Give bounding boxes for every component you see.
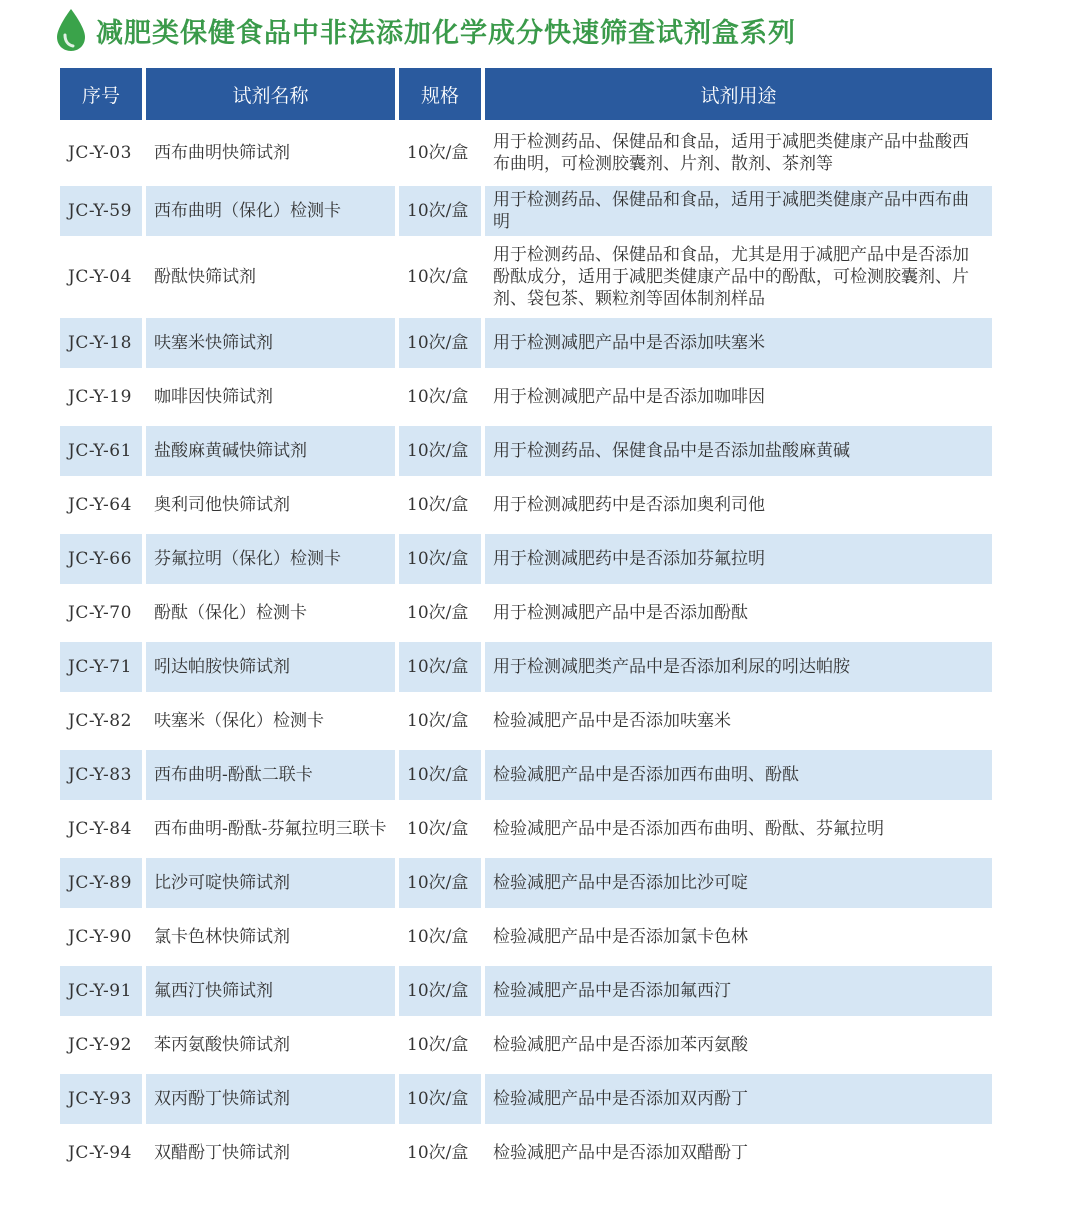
cell-spec: 10次/盒 xyxy=(399,318,481,368)
cell-name: 芬氟拉明（保化）检测卡 xyxy=(146,534,395,584)
cell-name: 双醋酚丁快筛试剂 xyxy=(154,1143,290,1163)
cell-use: 用于检测减肥产品中是否添加咖啡因 xyxy=(493,387,765,407)
cell-spec: 10次/盒 xyxy=(407,603,469,623)
cell-use: 检验减肥产品中是否添加双丙酚丁 xyxy=(485,1074,992,1124)
cell-id: JC-Y-82 xyxy=(68,711,132,731)
cell-name: 氯卡色林快筛试剂 xyxy=(154,927,290,947)
cell-use: 用于检测药品、保健品和食品，尤其是用于减肥产品中是否添加酚酞成分，适用于减肥类健康产品中的酚酞，可检测胶囊剂、片剂、袋包茶、颗粒剂等固体制剂样品 xyxy=(493,245,969,309)
cell-spec: 10次/盒 xyxy=(407,495,469,515)
cell-spec: 10次/盒 xyxy=(399,426,481,476)
cell-name: 吲达帕胺快筛试剂 xyxy=(146,642,395,692)
cell-spec: 10次/盒 xyxy=(407,1035,469,1055)
cell-spec: 10次/盒 xyxy=(399,858,481,908)
cell-use: 检验减肥产品中是否添加氟西汀 xyxy=(485,966,992,1016)
table-row xyxy=(60,240,992,314)
cell-id: JC-Y-70 xyxy=(68,603,132,623)
cell-name: 西布曲明快筛试剂 xyxy=(154,143,290,163)
cell-use: 用于检测减肥类产品中是否添加利尿的吲达帕胺 xyxy=(485,642,992,692)
cell-spec: 10次/盒 xyxy=(399,534,481,584)
cell-id: JC-Y-59 xyxy=(60,186,142,236)
header-use: 试剂用途 xyxy=(485,68,992,120)
cell-spec: 10次/盒 xyxy=(407,819,469,839)
cell-spec: 10次/盒 xyxy=(399,186,481,236)
table-row xyxy=(60,1074,992,1124)
cell-id: JC-Y-89 xyxy=(60,858,142,908)
cell-spec: 10次/盒 xyxy=(399,642,481,692)
table-row xyxy=(60,966,992,1016)
cell-use: 用于检测药品、保健品和食品，适用于减肥类健康产品中盐酸西布曲明，可检测胶囊剂、片剂、散剂、茶剂等 xyxy=(493,132,969,174)
reagent-table xyxy=(56,64,996,1182)
cell-name: 氟西汀快筛试剂 xyxy=(146,966,395,1016)
table-row xyxy=(60,124,992,182)
cell-id: JC-Y-19 xyxy=(68,387,132,407)
table-header-row xyxy=(60,68,992,120)
cell-spec: 10次/盒 xyxy=(407,143,469,163)
cell-use: 检验减肥产品中是否添加呋塞米 xyxy=(493,711,731,731)
cell-name: 酚酞（保化）检测卡 xyxy=(154,603,307,623)
cell-name: 西布曲明-酚酞-芬氟拉明三联卡 xyxy=(154,819,387,839)
cell-spec: 10次/盒 xyxy=(407,1143,469,1163)
cell-name: 酚酞快筛试剂 xyxy=(154,267,256,287)
cell-use: 用于检测药品、保健食品中是否添加盐酸麻黄碱 xyxy=(485,426,992,476)
table-row xyxy=(60,696,992,746)
table-row xyxy=(60,372,992,422)
cell-use: 检验减肥产品中是否添加双醋酚丁 xyxy=(493,1143,748,1163)
cell-id: JC-Y-83 xyxy=(60,750,142,800)
page-title: 减肥类保健食品中非法添加化学成分快速筛查试剂盒系列 xyxy=(96,17,796,49)
cell-id: JC-Y-03 xyxy=(68,143,132,163)
cell-use: 用于检测减肥产品中是否添加呋塞米 xyxy=(485,318,992,368)
table-row xyxy=(60,588,992,638)
cell-name: 苯丙氨酸快筛试剂 xyxy=(154,1035,290,1055)
cell-id: JC-Y-92 xyxy=(68,1035,132,1055)
table-row xyxy=(60,804,992,854)
cell-name: 双丙酚丁快筛试剂 xyxy=(146,1074,395,1124)
cell-id: JC-Y-84 xyxy=(68,819,132,839)
cell-id: JC-Y-66 xyxy=(60,534,142,584)
table-row xyxy=(60,426,992,476)
cell-use: 用于检测药品、保健品和食品，适用于减肥类健康产品中西布曲明 xyxy=(485,186,992,236)
header-name: 试剂名称 xyxy=(146,68,395,120)
cell-use: 用于检测减肥药中是否添加奥利司他 xyxy=(493,495,765,515)
cell-use: 检验减肥产品中是否添加苯丙氨酸 xyxy=(493,1035,748,1055)
table-row xyxy=(60,534,992,584)
cell-spec: 10次/盒 xyxy=(399,966,481,1016)
cell-use: 用于检测减肥药中是否添加芬氟拉明 xyxy=(485,534,992,584)
cell-spec: 10次/盒 xyxy=(407,927,469,947)
cell-use: 用于检测减肥产品中是否添加酚酞 xyxy=(493,603,748,623)
cell-use: 检验减肥产品中是否添加比沙可啶 xyxy=(485,858,992,908)
table-row xyxy=(60,480,992,530)
cell-id: JC-Y-61 xyxy=(60,426,142,476)
cell-id: JC-Y-71 xyxy=(60,642,142,692)
table-row xyxy=(60,1128,992,1178)
table-row xyxy=(60,912,992,962)
cell-name: 呋塞米快筛试剂 xyxy=(146,318,395,368)
cell-id: JC-Y-90 xyxy=(68,927,132,947)
cell-name: 奥利司他快筛试剂 xyxy=(154,495,290,515)
cell-id: JC-Y-18 xyxy=(60,318,142,368)
table-row xyxy=(60,1020,992,1070)
cell-use: 检验减肥产品中是否添加氯卡色林 xyxy=(493,927,748,947)
table-row xyxy=(60,750,992,800)
cell-spec: 10次/盒 xyxy=(407,387,469,407)
cell-id: JC-Y-94 xyxy=(68,1143,132,1163)
header-spec: 规格 xyxy=(399,68,481,120)
cell-name: 比沙可啶快筛试剂 xyxy=(146,858,395,908)
cell-use: 检验减肥产品中是否添加西布曲明、酚酞 xyxy=(485,750,992,800)
cell-use: 检验减肥产品中是否添加西布曲明、酚酞、芬氟拉明 xyxy=(493,819,884,839)
cell-id: JC-Y-04 xyxy=(68,267,132,287)
cell-name: 西布曲明（保化）检测卡 xyxy=(146,186,395,236)
page-header xyxy=(54,6,796,54)
cell-spec: 10次/盒 xyxy=(399,750,481,800)
table-row xyxy=(60,318,992,368)
cell-id: JC-Y-93 xyxy=(60,1074,142,1124)
cell-name: 西布曲明-酚酞二联卡 xyxy=(146,750,395,800)
cell-spec: 10次/盒 xyxy=(399,1074,481,1124)
cell-name: 呋塞米（保化）检测卡 xyxy=(154,711,324,731)
water-drop-icon xyxy=(54,7,88,53)
cell-spec: 10次/盒 xyxy=(407,711,469,731)
header-serial: 序号 xyxy=(60,68,142,120)
table-row xyxy=(60,186,992,236)
cell-id: JC-Y-91 xyxy=(60,966,142,1016)
cell-id: JC-Y-64 xyxy=(68,495,132,515)
table-row xyxy=(60,858,992,908)
cell-name: 咖啡因快筛试剂 xyxy=(154,387,273,407)
cell-spec: 10次/盒 xyxy=(407,267,469,287)
cell-name: 盐酸麻黄碱快筛试剂 xyxy=(146,426,395,476)
table-row xyxy=(60,642,992,692)
